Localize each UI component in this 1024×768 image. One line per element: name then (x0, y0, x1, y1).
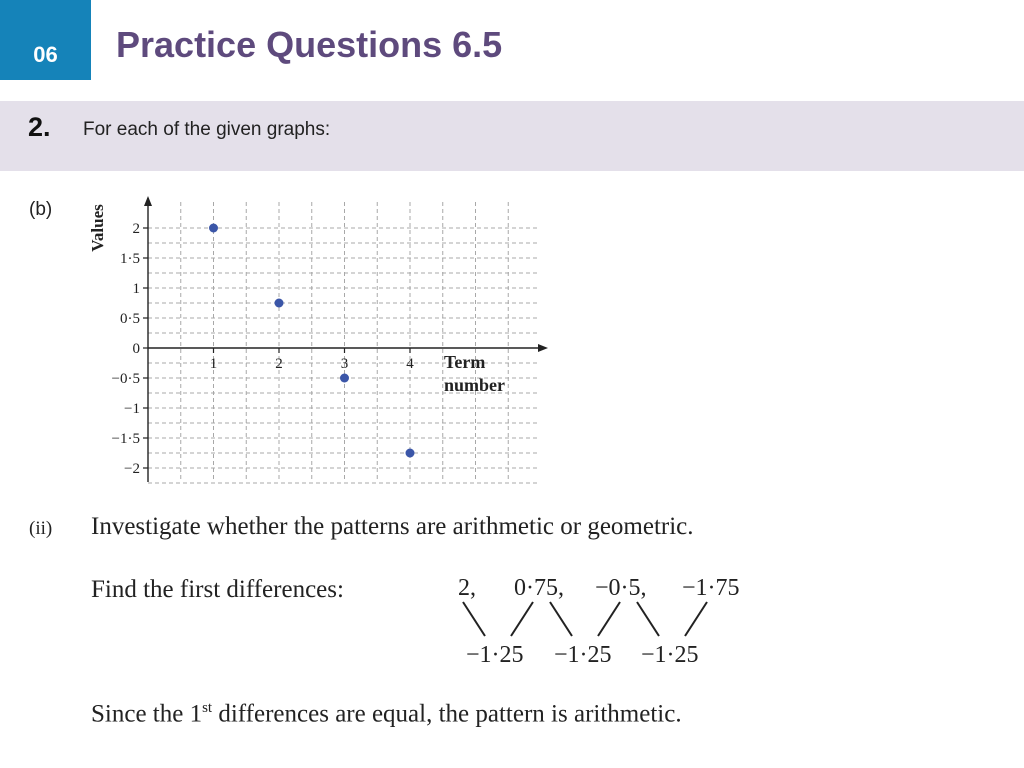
y-tick-label: 0·5 (120, 311, 140, 327)
connector-line (637, 602, 659, 636)
subpart-label: (ii) (29, 518, 53, 539)
x-axis-label: number (444, 375, 506, 395)
conclusion-text (91, 700, 682, 728)
connector-line (511, 602, 533, 636)
y-tick-label: −0·5 (111, 371, 140, 387)
connector-line (598, 602, 620, 636)
scatter-chart (85, 190, 555, 490)
y-axis-arrow (144, 196, 152, 206)
first-difference: −1·25 (641, 642, 699, 668)
data-point (406, 449, 415, 458)
instruction-text: Investigate whether the patterns are arithmetic or geometric. (91, 513, 694, 540)
sequence-term: −1·75 (682, 575, 740, 601)
question-prompt: For each of the given graphs: (83, 119, 331, 140)
y-tick-label: 1·5 (120, 251, 140, 267)
part-label: (b) (29, 199, 53, 220)
connector-line (463, 602, 485, 636)
page-title: Practice Questions 6.5 (116, 24, 503, 65)
y-tick-label: −1·5 (111, 431, 140, 447)
x-tick-label: 4 (406, 356, 414, 372)
connector-line (685, 602, 707, 636)
connector-line (550, 602, 572, 636)
chapter-tab (0, 0, 91, 80)
difference-connectors (455, 598, 725, 643)
data-point (340, 374, 349, 383)
y-tick-label: 2 (132, 221, 140, 237)
question-number: 2. (28, 112, 51, 142)
first-difference: −1·25 (554, 642, 612, 668)
y-tick-label: 0 (132, 341, 140, 357)
x-tick-label: 1 (209, 356, 218, 372)
y-tick-label: −2 (124, 461, 140, 477)
sequence-term: 0·75, (514, 575, 564, 601)
sequence-term: 2, (458, 575, 476, 601)
x-tick-label: 2 (275, 356, 283, 372)
conclusion-post: differences are equal, the pattern is arithmetic. (212, 700, 682, 728)
x-axis-label: Term (444, 352, 486, 372)
conclusion-pre: Since the 1 (91, 700, 203, 728)
conclusion-sup: st (202, 700, 213, 716)
y-tick-label: 1 (132, 281, 140, 297)
chapter-number: 06 (33, 42, 58, 67)
x-tick-label: 3 (340, 356, 349, 372)
y-axis-label: Values (88, 204, 107, 252)
data-point (275, 299, 284, 308)
first-difference: −1·25 (466, 642, 524, 668)
data-point (209, 224, 218, 233)
find-differences-text: Find the first differences: (91, 576, 344, 603)
y-tick-label: −1 (124, 401, 140, 417)
sequence-term: −0·5, (595, 575, 647, 601)
x-axis-arrow (538, 344, 548, 352)
